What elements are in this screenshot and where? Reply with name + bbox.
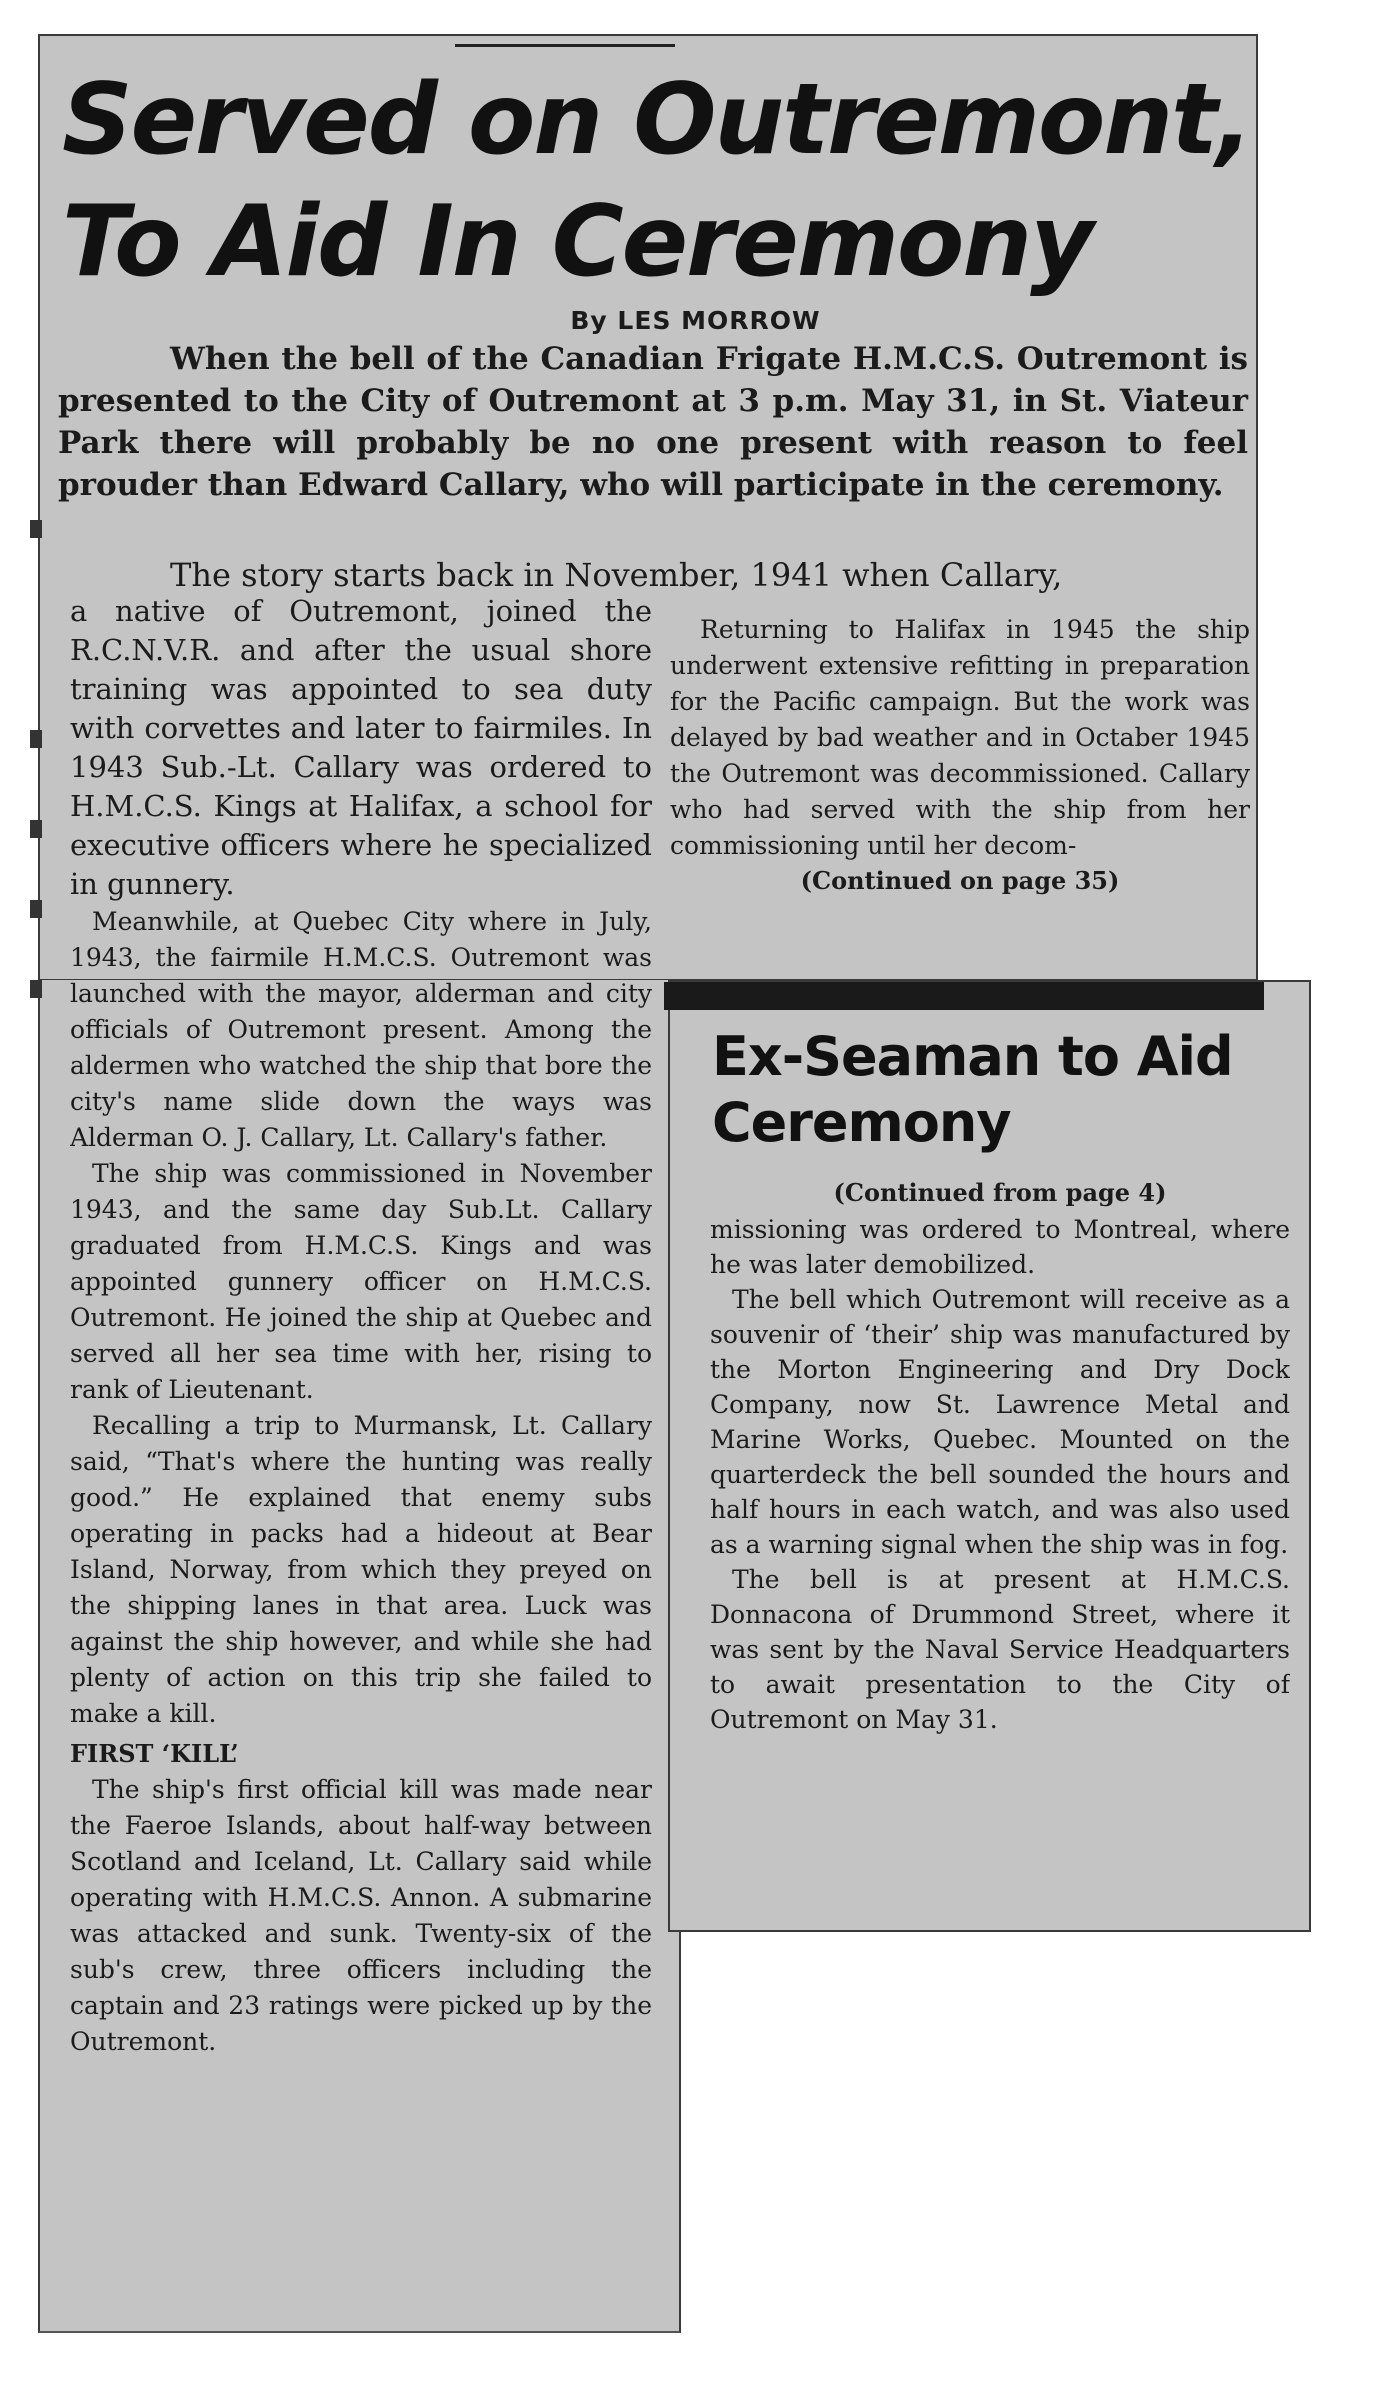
continuation-paragraph: The bell is at present at H.M.C.S. Donnacona of Drummond Street, where it was sent by the Naval Service Headquarters to await presentation to the City of Outremont on May 31. — [710, 1565, 1290, 1734]
section-divider-bar — [664, 982, 1264, 1010]
continued-from-label: (Continued from page 4) — [833, 1178, 1167, 1207]
lede-paragraph: When the bell of the Canadian Frigate H.M.C.S. Outremont is presented to the City of Outremont at 3 p.m. May 31, in St. Viateur Park there will probably be no one present with reason to feel prouder than Edward Callary, who will participate in the ceremony. — [58, 341, 1248, 503]
continuation-column — [710, 1176, 1290, 1926]
left-paragraph: The ship was commissioned in November 1943, and the same day Sub.Lt. Callary graduated from H.M.C.S. Kings and was appointed gunnery officer on H.M.C.S. Outremont. He joined the ship at Quebec and served all her sea time with her, rising to rank of Lieutenant. — [70, 1159, 652, 1404]
continued-on-label: (Continued on page 35) — [800, 866, 1120, 895]
continuation-paragraph: The bell which Outremont will receive as a souvenir of ‘their’ ship was manufactured by the Morton Engineering and Dry Dock Company, now St. Lawrence Metal and Marine Works, Quebec. Mounted on the quarterdeck the bell sounded the hours and half hours in each watch, and was also used as a warning signal when the ship was in fog. — [710, 1285, 1290, 1559]
left-column — [70, 592, 652, 2332]
left-paragraph: Meanwhile, at Quebec City where in July, 1943, the fairmile H.M.C.S. Outremont was launched with the mayor, alderman and city officials of Outremont present. Among the aldermen who watched the ship that bore the city's name slide down the ways was Alderman O. J. Callary, Lt. Callary's father. — [70, 907, 652, 1152]
continuation-paragraph: missioning was ordered to Montreal, where he was later demobilized. — [710, 1215, 1290, 1279]
byline: By LES MORROW — [570, 306, 821, 335]
right-paragraph: Returning to Halifax in 1945 the ship underwent extensive refitting in preparation for the Pacific campaign. But the work was delayed by bad weather and in Octaber 1945 the Outremont was decommissioned. Callary who had served with the ship from her commissioning until her decom- — [670, 615, 1250, 860]
edge-fragments — [30, 520, 44, 1500]
headline-line-1: Served on Outremont, — [62, 63, 1252, 177]
intro-line — [58, 554, 1248, 596]
left-final-paragraph: The ship's first official kill was made near the Faeroe Islands, about half-way between Scotland and Iceland, Lt. Callary said while operating with H.M.C.S. Annon. A submarine was attacked and sunk. Twenty-six of the sub's crew, three officers including the captain and 23 ratings were picked up by the Outremont. — [70, 1775, 652, 2056]
left-paragraph: Recalling a trip to Murmansk, Lt. Callary said, “That's where the hunting was really good.” He explained that enemy subs operating in packs had a hideout at Bear Island, Norway, from which they preyed on the shipping lanes in that area. Luck was against the ship however, and while she had plenty of action on this trip she failed to make a kill. — [70, 1411, 652, 1728]
right-column — [670, 612, 1250, 972]
continuation-headline: Ex-Seaman to Aid Ceremony — [712, 1025, 1233, 1154]
intro-text: The story starts back in November, 1941 when Callary, — [170, 556, 1063, 594]
subhead-first-kill: FIRST ‘KILL’ — [70, 1739, 239, 1768]
top-rule — [455, 44, 675, 47]
headline-line-2: To Aid In Ceremony — [62, 185, 1092, 299]
left-lead-paragraph: a native of Outremont, joined the R.C.N.V.R. and after the usual shore training was appointed to sea duty with corvettes and later to fairmiles. In 1943 Sub.-Lt. Callary was ordered to H.M.C.S. Kings at Halifax, a school for executive officers where he specialized in gunnery. — [70, 594, 652, 901]
